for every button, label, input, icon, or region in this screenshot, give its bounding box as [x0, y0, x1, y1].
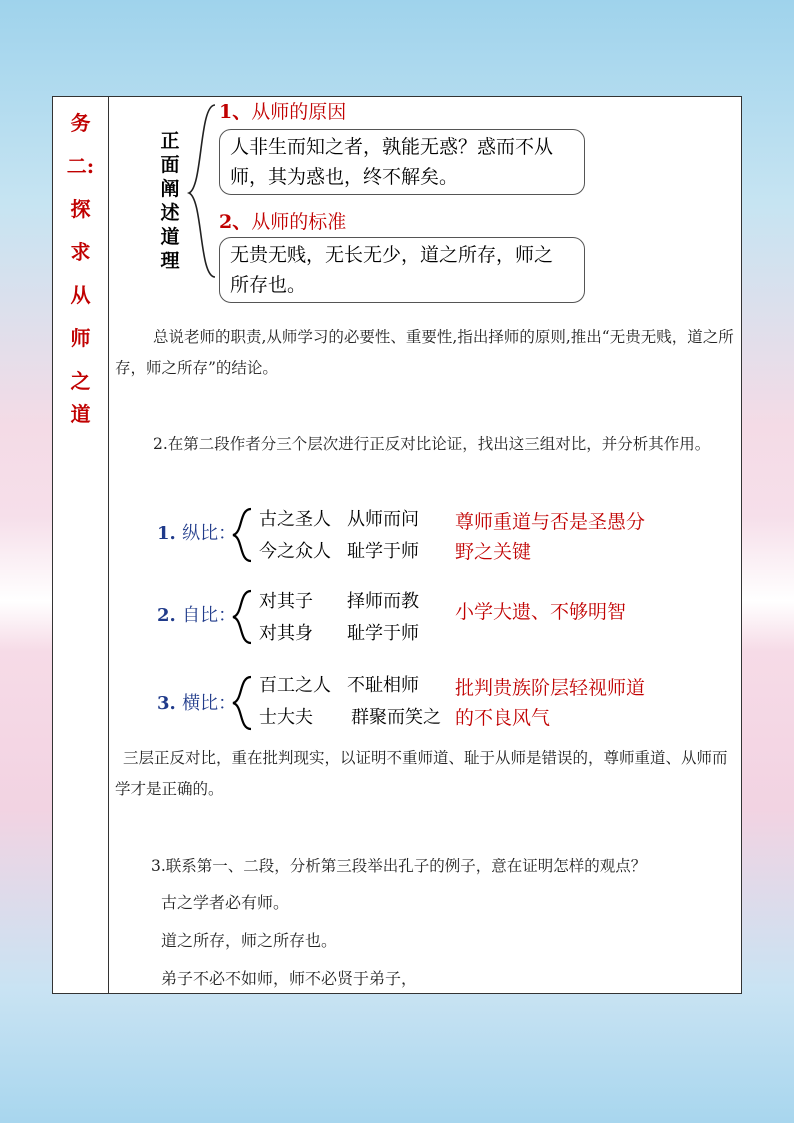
comparison-left: 古之圣人 [259, 509, 331, 530]
comparison-right: 群聚而笑之 [351, 707, 441, 728]
comparison-label: 3. 横比： [157, 693, 237, 714]
answer-line: 道之所存，师之所存也。 [161, 931, 338, 950]
answer-line: 古之学者必有师。 [161, 893, 290, 912]
question-3: 3.联系第一、二段，分析第三段举出孔子的例子，意在证明怎样的观点？ [151, 857, 647, 875]
standard-box: 无贵无贱，无长无少，道之所存，师之 所存也。 [219, 237, 585, 303]
content-table [52, 96, 742, 994]
side-label-char: 从 [70, 283, 91, 307]
comparison-left: 对其身 [259, 623, 313, 644]
side-label-char: 二: [66, 154, 95, 178]
comparison-right: 择师而教 [347, 591, 419, 612]
diagram-reasoning [153, 97, 586, 313]
comparison-note: 小学大遗、不够明智 [455, 601, 627, 623]
comparison-left: 百工之人 [259, 675, 331, 696]
summary-paragraph: 总说老师的职责,从师学习的必要性、重要性,指出择师的原则,推出“无贵无贱，道之所存，师之所存”的结论。 [115, 328, 734, 377]
side-label-column [53, 97, 109, 993]
side-label-char: 道 [70, 402, 91, 426]
subhead-reason: 1、从师的原因 [219, 101, 347, 123]
answer-line: 弟子不必不如师，师不必贤于弟子， [161, 969, 418, 988]
brace-icon [231, 589, 253, 645]
vertical-title: 正 面 阐 述 道 理 [160, 130, 180, 272]
side-label-char: 求 [70, 240, 91, 264]
curly-brace-icon [185, 101, 219, 281]
side-label-char: 师 [70, 326, 91, 350]
side-label-char: 务 [70, 111, 91, 135]
comparison-right: 耻学于师 [347, 541, 419, 562]
subhead-standard: 2、从师的标准 [219, 211, 347, 233]
comparison-label: 2. 自比： [157, 605, 237, 626]
comparison-left: 今之众人 [259, 541, 331, 562]
side-label-char: 探 [70, 197, 91, 221]
comparison-right: 从师而问 [347, 509, 419, 530]
brace-icon [231, 675, 253, 731]
comparison-left: 士大夫 [259, 707, 313, 728]
brace-icon [231, 507, 253, 563]
conclusion-paragraph: 三层正反对比，重在批判现实，以证明不重师道、耻于从师是错误的，尊师重道、从师而学才是正确的。 [115, 749, 728, 798]
side-label-char: 之 [70, 369, 91, 393]
comparison-note: 批判贵族阶层轻视师道 的不良风气 [455, 677, 646, 729]
comparison-right: 耻学于师 [347, 623, 419, 644]
diagram-comparisons [153, 499, 653, 735]
comparison-label: 1. 纵比： [157, 523, 237, 544]
comparison-left: 对其子 [259, 591, 313, 612]
comparison-note: 尊师重道与否是圣愚分 野之关键 [455, 511, 646, 563]
reason-box: 人非生而知之者，孰能无惑？惑而不从 师，其为惑也，终不解矣。 [219, 129, 585, 195]
comparison-right: 不耻相师 [347, 675, 419, 696]
question-2: 2.在第二段作者分三个层次进行正反对比论证，找出这三组对比，并分析其作用。 [153, 435, 711, 453]
